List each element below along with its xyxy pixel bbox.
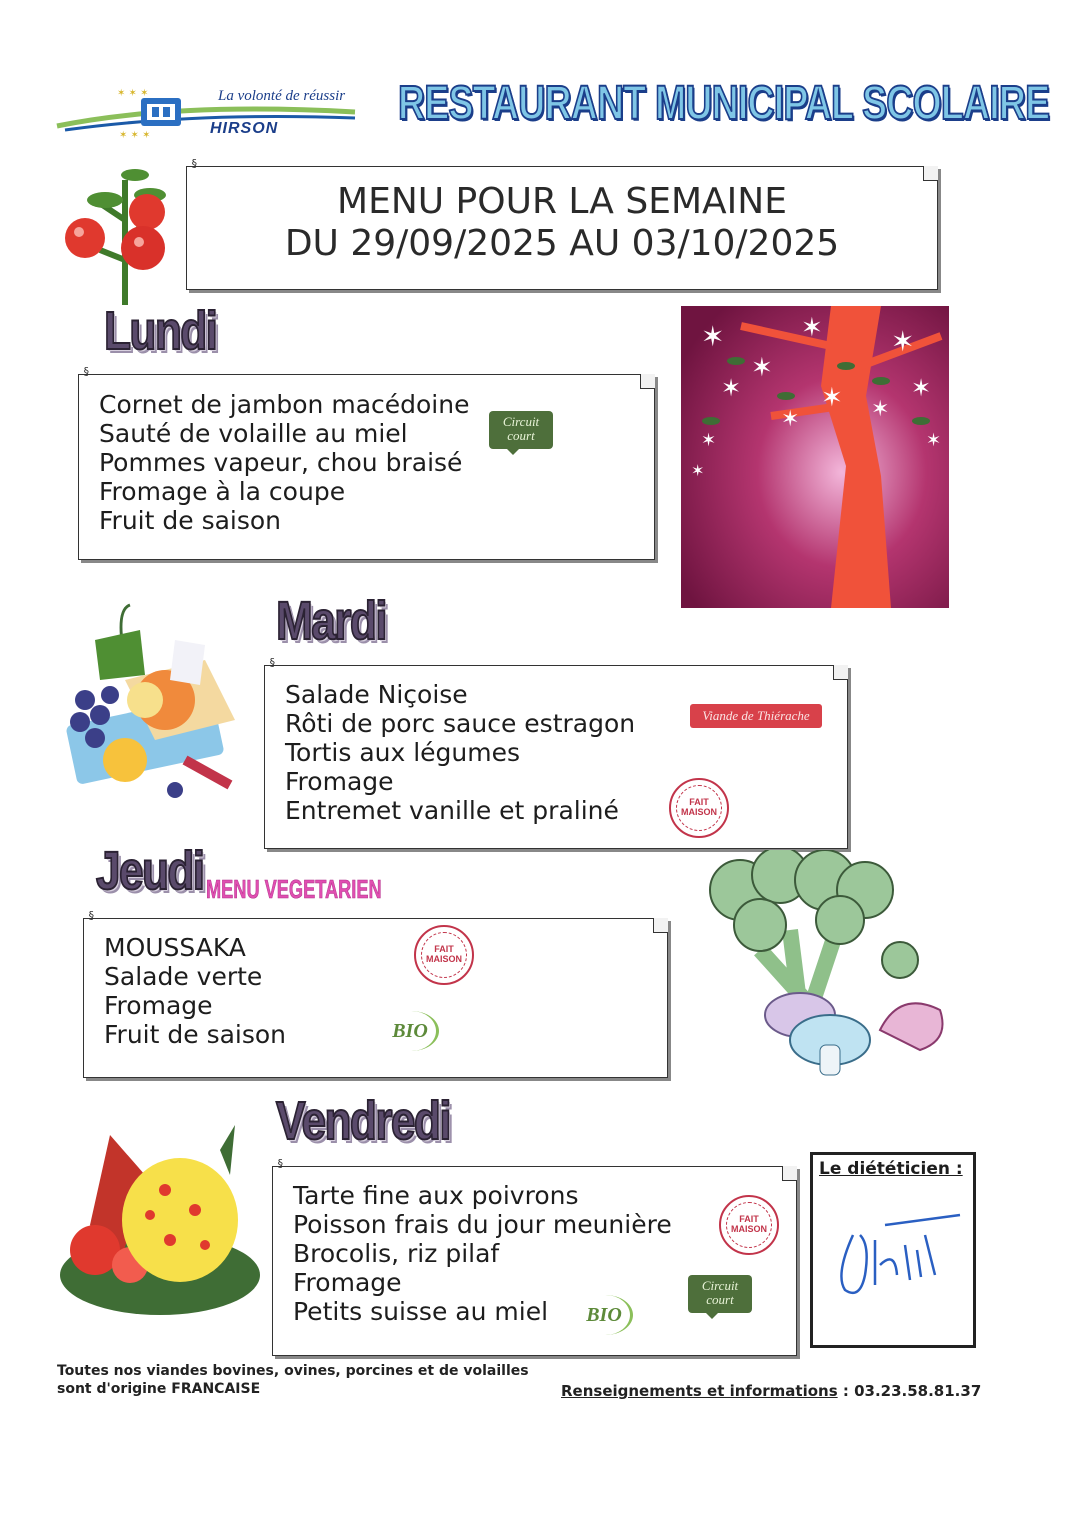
menu-item: Fromage — [104, 991, 213, 1020]
menu-item: Fromage — [293, 1268, 402, 1297]
svg-text:✶: ✶ — [926, 430, 942, 451]
svg-text:✶: ✶ — [721, 374, 742, 402]
viande-thierache-badge: Viande de Thiérache — [690, 704, 822, 728]
svg-text:✶: ✶ — [701, 320, 725, 353]
paperclip-icon: § — [83, 365, 90, 378]
menu-item: Entremet vanille et praliné — [285, 796, 619, 825]
svg-text:✶: ✶ — [891, 325, 915, 358]
menu-item: Salade Niçoise — [285, 680, 468, 709]
fait-maison-badge: FAIT MAISON — [669, 778, 729, 838]
contact-phone: 03.23.58.81.37 — [854, 1382, 982, 1400]
fait-maison-badge: FAIT MAISON — [719, 1195, 779, 1255]
day-title-jeudi: Jeudi — [96, 841, 204, 901]
menu-item: Fromage à la coupe — [99, 477, 346, 506]
week-title-line1: MENU POUR LA SEMAINE — [337, 181, 787, 222]
broccoli-mushroom-illustration — [700, 850, 965, 1080]
signature-icon — [825, 1205, 965, 1305]
day-title-vendredi: Vendredi — [276, 1091, 450, 1151]
svg-text:✶: ✶ — [781, 407, 800, 432]
restaurant-title: RESTAURANT MUNICIPAL SCOLAIRE — [398, 77, 1050, 130]
vegetarian-tag: MENU VEGETARIEN — [206, 874, 382, 904]
flowering-tree-image — [681, 306, 949, 608]
bio-badge: BIO — [384, 1011, 439, 1051]
fait-maison-badge: FAIT MAISON — [414, 925, 474, 985]
logo-slogan: La volonté de réussir — [218, 88, 346, 104]
svg-text:✶: ✶ — [871, 397, 890, 422]
menu-item: Salade verte — [104, 962, 263, 991]
svg-text:✶: ✶ — [701, 430, 717, 451]
menu-item: Petits suisse au miel — [293, 1297, 549, 1326]
menu-item: Tortis aux légumes — [285, 738, 521, 767]
svg-text:✶: ✶ — [691, 461, 705, 480]
svg-text:✶: ✶ — [801, 313, 823, 343]
menu-box-mardi — [264, 656, 848, 849]
paperclip-icon: § — [277, 1157, 284, 1170]
menu-item: Brocolis, riz pilaf — [293, 1239, 500, 1268]
paperclip-icon: § — [269, 656, 276, 669]
svg-text:✶ ✶ ✶: ✶ ✶ ✶ — [119, 130, 151, 141]
bio-badge: BIO — [578, 1295, 633, 1335]
contact-label: Renseignements et informations — [561, 1382, 838, 1400]
week-title-line2: DU 29/09/2025 AU 03/10/2025 — [284, 223, 840, 264]
menu-box-jeudi — [83, 909, 668, 1078]
dietitian-box — [810, 1152, 976, 1348]
menu-item: Fromage — [285, 767, 394, 796]
svg-text:✶: ✶ — [751, 353, 773, 383]
menu-item: Fruit de saison — [99, 506, 282, 535]
paperclip-icon: § — [88, 909, 95, 922]
svg-text:✶: ✶ — [821, 383, 843, 413]
meat-origin-note: Toutes nos viandes bovines, ovines, porcines et de volailles sont d'origine FRANCAISE — [57, 1363, 529, 1397]
circuit-court-badge: Circuit court — [688, 1275, 752, 1313]
page-fold-icon — [782, 1166, 797, 1181]
page-fold-icon — [833, 665, 848, 680]
menu-box-lundi — [78, 365, 655, 560]
page-fold-icon — [923, 166, 938, 181]
dietitian-label: Le diététicien : — [819, 1159, 963, 1179]
menu-item: MOUSSAKA — [104, 933, 246, 962]
omelette-tomato-illustration — [50, 1115, 260, 1320]
menu-box-vendredi — [272, 1157, 797, 1356]
tomato-plant-illustration — [55, 160, 175, 305]
menu-item: Fruit de saison — [104, 1020, 287, 1049]
svg-text:✶ ✶ ✶: ✶ ✶ ✶ — [117, 88, 149, 99]
menu-item: Tarte fine aux poivrons — [293, 1181, 579, 1210]
menu-item: Rôti de porc sauce estragon — [285, 709, 636, 738]
page-fold-icon — [653, 918, 668, 933]
week-title-box — [186, 157, 938, 290]
paperclip-icon: § — [191, 157, 198, 170]
menu-item: Cornet de jambon macédoine — [99, 390, 470, 419]
page-fold-icon — [640, 374, 655, 389]
cheese-grapes-illustration — [55, 600, 240, 810]
menu-item: Pommes vapeur, chou braisé — [99, 448, 463, 477]
menu-item: Poisson frais du jour meunière — [293, 1210, 672, 1239]
day-title-mardi: Mardi — [276, 591, 386, 651]
menu-item: Sauté de volaille au miel — [99, 419, 408, 448]
circuit-court-badge: Circuit court — [489, 411, 553, 449]
day-title-lundi: Lundi — [104, 301, 217, 361]
contact-info: Renseignements et informations : 03.23.58.81.37 — [561, 1382, 982, 1400]
svg-text:✶: ✶ — [911, 374, 932, 402]
logo-town: HIRSON — [210, 120, 279, 137]
